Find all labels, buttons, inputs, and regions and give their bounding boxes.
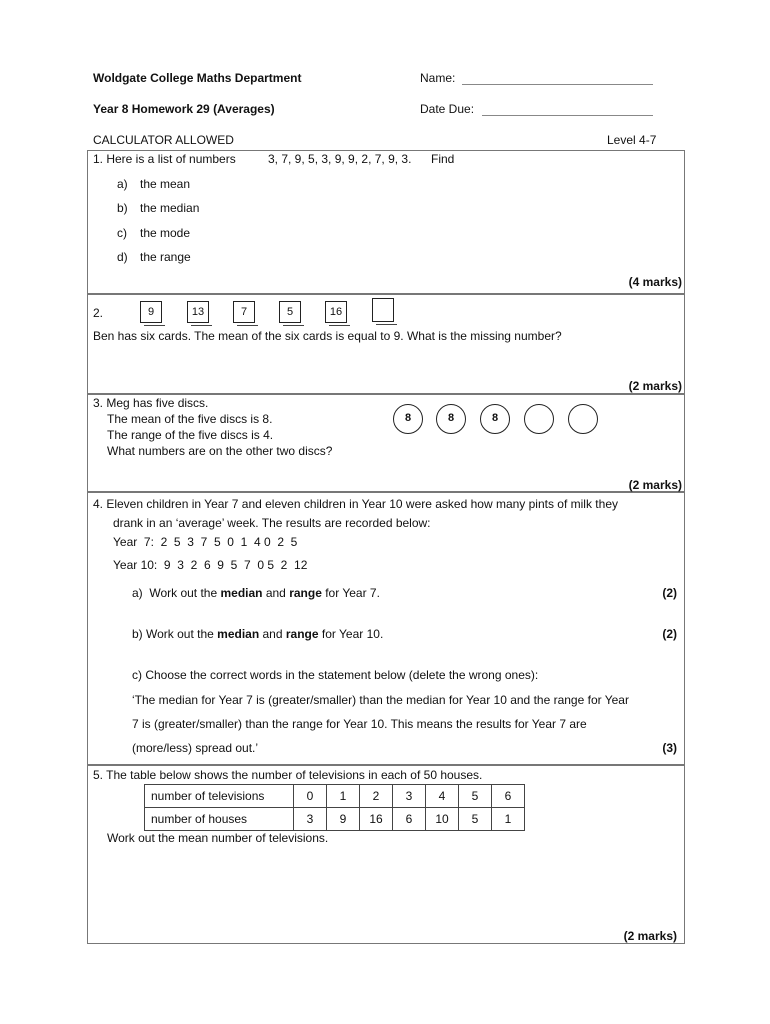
q3-range-line: The range of the five discs is 4. <box>107 428 274 442</box>
q1-part-text: the mode <box>140 226 191 240</box>
table-cell: 1 <box>492 808 525 831</box>
row-header: number of televisions <box>145 785 294 808</box>
due-date-field[interactable] <box>482 115 653 116</box>
number-card: 16 <box>325 301 347 323</box>
question-1 <box>87 150 685 294</box>
q2-marks: (2 marks) <box>628 379 682 393</box>
q4-part-c-marks: (3) <box>662 741 677 755</box>
q5-intro: 5. The table below shows the number of televisions in each of 50 houses. <box>93 768 483 782</box>
number-card: 5 <box>279 301 301 323</box>
table-cell: 2 <box>360 785 393 808</box>
table-cell: 4 <box>426 785 459 808</box>
empty-disc <box>524 404 554 434</box>
table-cell: 9 <box>327 808 360 831</box>
q3-question: What numbers are on the other two discs? <box>107 444 333 458</box>
table-cell: 16 <box>360 808 393 831</box>
number-card: 9 <box>140 301 162 323</box>
q1-marks: (4 marks) <box>628 275 682 289</box>
q5-marks: (2 marks) <box>623 929 677 943</box>
q1-number-list: 3, 7, 9, 5, 3, 9, 9, 2, 7, 9, 3. <box>268 152 412 166</box>
table-cell: 6 <box>492 785 525 808</box>
level-label: Level 4-7 <box>607 133 657 147</box>
number-card: 13 <box>187 301 209 323</box>
q1-part-letter: d) <box>117 250 128 264</box>
q4-part-a: a) Work out the median and range for Year 7. <box>132 586 380 600</box>
homework-title: Year 8 Homework 29 (Averages) <box>93 102 275 116</box>
q1-find: Find <box>431 152 455 166</box>
table-row <box>145 808 525 831</box>
due-label: Date Due: <box>420 102 475 116</box>
q1-part-letter: b) <box>117 201 128 215</box>
q1-part-text: the mean <box>140 177 191 191</box>
q4-line1: 4. Eleven children in Year 7 and eleven children in Year 10 were asked how many pints of milk they <box>93 497 618 511</box>
calculator-note: CALCULATOR ALLOWED <box>93 133 234 147</box>
disc: 8 <box>436 404 466 434</box>
year7-results: Year 7: 2 5 3 7 5 0 1 4 0 2 5 <box>113 535 298 549</box>
q4-statement-line: (more/less) spread out.’ <box>132 741 259 755</box>
table-cell: 0 <box>294 785 327 808</box>
table-cell: 1 <box>327 785 360 808</box>
table-cell: 6 <box>393 808 426 831</box>
q3-intro: 3. Meg has five discs. <box>93 396 209 410</box>
q4-part-b-marks: (2) <box>662 627 677 641</box>
q2-text: Ben has six cards. The mean of the six cards is equal to 9. What is the missing number? <box>93 329 562 343</box>
q4-part-b: b) Work out the median and range for Year 10. <box>132 627 384 641</box>
table-row <box>145 785 525 808</box>
row-header: number of houses <box>145 808 294 831</box>
q1-intro: 1. Here is a list of numbers <box>93 152 236 166</box>
q2-number: 2. <box>93 306 104 320</box>
q4-statement-line: 7 is (greater/smaller) than the range for Year 10. This means the results for Year 7 are <box>132 717 587 731</box>
table-cell: 5 <box>459 785 492 808</box>
q4-line2: drank in an ‘average’ week. The results are recorded below: <box>113 516 431 530</box>
q4-part-a-marks: (2) <box>662 586 677 600</box>
empty-disc <box>568 404 598 434</box>
q1-part-letter: a) <box>117 177 128 191</box>
table-cell: 3 <box>294 808 327 831</box>
name-label: Name: <box>420 71 456 85</box>
school-title: Woldgate College Maths Department <box>93 71 302 85</box>
q4-part-c-instruction: c) Choose the correct words in the statement below (delete the wrong ones): <box>132 668 539 682</box>
table-cell: 3 <box>393 785 426 808</box>
q1-part-text: the range <box>140 250 191 264</box>
disc: 8 <box>393 404 423 434</box>
disc: 8 <box>480 404 510 434</box>
number-card: 7 <box>233 301 255 323</box>
q3-marks: (2 marks) <box>628 478 682 492</box>
table-cell: 10 <box>426 808 459 831</box>
q1-part-letter: c) <box>117 226 127 240</box>
televisions-table <box>144 784 525 831</box>
q4-statement-line: ‘The median for Year 7 is (greater/smaller) than the median for Year 10 and the range for Year <box>132 693 629 707</box>
name-field[interactable] <box>462 84 653 85</box>
missing-card <box>372 298 394 322</box>
year10-results: Year 10: 9 3 2 6 9 5 7 0 5 2 12 <box>113 558 308 572</box>
table-cell: 5 <box>459 808 492 831</box>
q1-part-text: the median <box>140 201 200 215</box>
q5-task: Work out the mean number of televisions. <box>107 831 329 845</box>
q3-mean-line: The mean of the five discs is 8. <box>107 412 273 426</box>
